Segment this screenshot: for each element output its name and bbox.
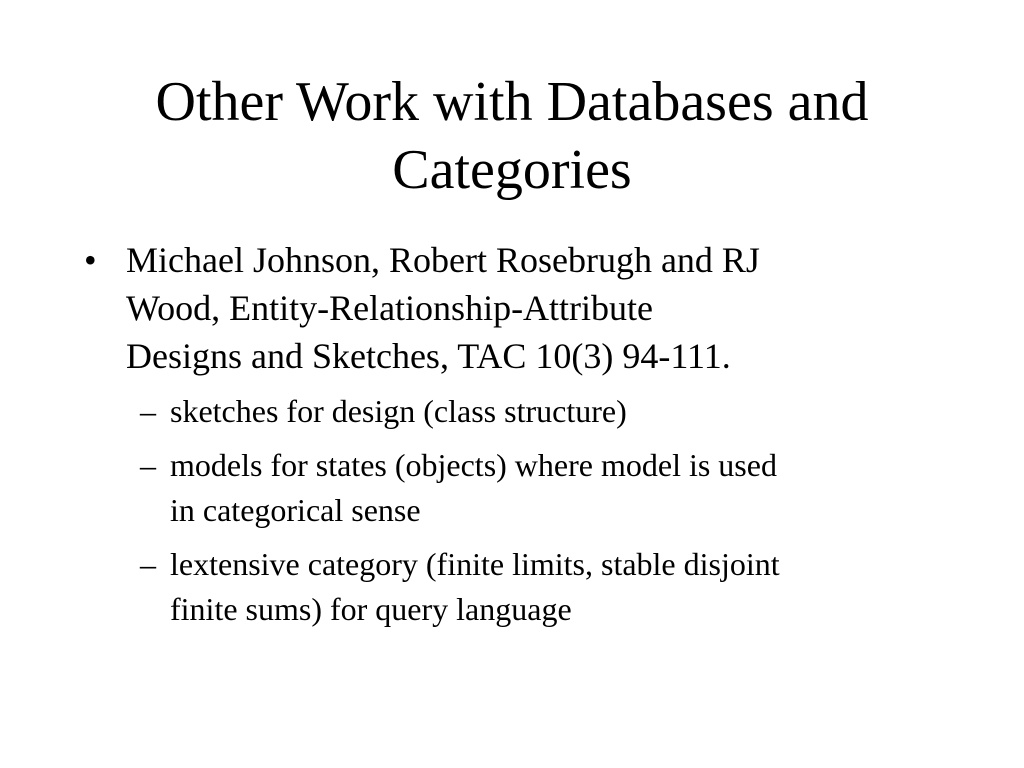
sub-bullet-item-3 [140, 542, 964, 632]
sub-bullet-item-2 [140, 443, 964, 533]
sub-bullet-3-line-2: finite sums) for query language [170, 591, 572, 627]
bullet-line-3: Designs and Sketches, TAC 10(3) 94-111. [126, 336, 731, 376]
slide-title [60, 68, 964, 204]
sub-bullet-item-1 [140, 389, 964, 434]
sub-bullet-3-line-1: lextensive category (finite limits, stable disjoint [170, 546, 780, 582]
slide-title-line-1: Other Work with Databases and [155, 71, 869, 133]
bullet-marker: • [84, 240, 97, 280]
sub-bullet-2-line-1: models for states (objects) where model is used [170, 447, 777, 483]
slide-title-line-2: Categories [392, 139, 632, 201]
sub-bullet-marker: – [140, 447, 156, 483]
bullet-item [84, 236, 964, 380]
sub-bullet-marker: – [140, 546, 156, 582]
sub-bullet-2-line-2: in categorical sense [170, 492, 421, 528]
sub-bullet-list [84, 389, 964, 632]
slide-body [84, 236, 964, 632]
sub-bullet-marker: – [140, 393, 156, 429]
sub-bullet-1-line-1: sketches for design (class structure) [170, 393, 627, 429]
bullet-line-1: Michael Johnson, Robert Rosebrugh and RJ [126, 240, 760, 280]
bullet-line-2: Wood, Entity-Relationship-Attribute [126, 288, 654, 328]
